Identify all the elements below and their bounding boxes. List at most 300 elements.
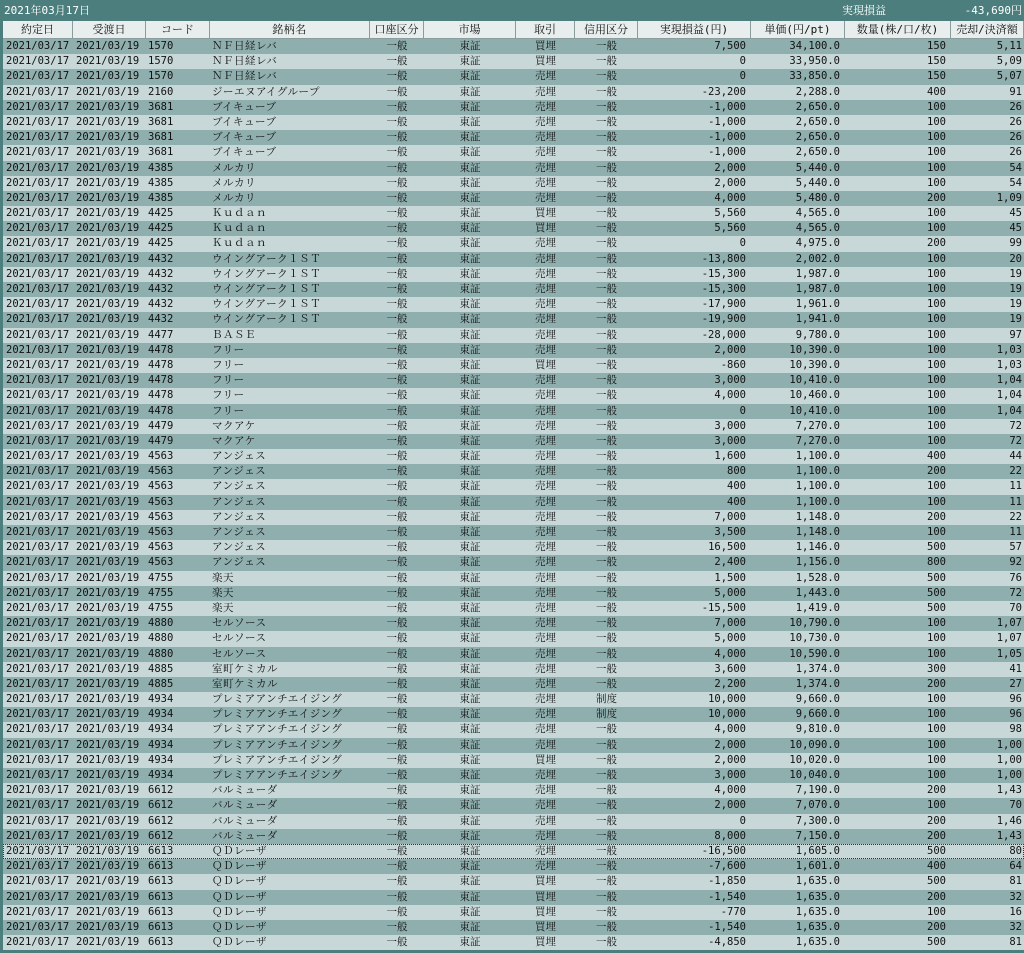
col-settle-date[interactable]: 受渡日 (73, 21, 146, 38)
cell-account: 一般 (386, 465, 408, 478)
cell-account: 一般 (386, 70, 408, 83)
table-row[interactable] (3, 814, 1024, 829)
cell-trade-date: 2021/03/17 (6, 176, 70, 189)
table-row[interactable] (3, 722, 1024, 737)
cell-amount: 19 (1009, 313, 1022, 326)
cell-market: 東証 (459, 404, 481, 417)
table-row[interactable] (3, 601, 1024, 616)
cell-trade-date: 2021/03/17 (6, 875, 70, 888)
cell-quantity: 100 (927, 632, 946, 645)
cell-code: 4478 (148, 343, 174, 356)
cell-trade-date: 2021/03/17 (6, 920, 70, 933)
cell-unit-price: 1,100.0 (795, 465, 840, 478)
table-row[interactable] (3, 525, 1024, 540)
table-row[interactable] (3, 495, 1024, 510)
table-row[interactable] (3, 479, 1024, 494)
cell-code: 4880 (148, 647, 174, 660)
table-row[interactable] (3, 282, 1024, 297)
cell-margin-type: 一般 (596, 920, 617, 933)
cell-trade-date: 2021/03/17 (6, 617, 70, 630)
cell-margin-type: 一般 (596, 115, 617, 128)
cell-trade-type: 売埋 (535, 829, 556, 842)
cell-name: 室町ケミカル (212, 662, 278, 675)
cell-settle-date: 2021/03/19 (76, 556, 140, 569)
cell-realized-pl: 400 (727, 495, 746, 508)
table-row[interactable] (3, 783, 1024, 798)
cell-name: プレミアアンチエイジング (212, 693, 343, 706)
table-row[interactable] (3, 236, 1024, 251)
cell-realized-pl: -19,900 (701, 313, 746, 326)
table-row[interactable] (3, 692, 1024, 707)
cell-settle-date: 2021/03/19 (76, 191, 140, 204)
cell-name: ＱＤレーザ (212, 905, 267, 918)
cell-unit-price: 1,100.0 (795, 450, 840, 463)
table-row[interactable] (3, 555, 1024, 570)
cell-margin-type: 一般 (596, 875, 617, 888)
cell-name: ウイングアーク１ＳＴ (212, 283, 322, 295)
col-code[interactable]: コード (146, 21, 210, 38)
cell-code: 4385 (148, 176, 174, 189)
cell-quantity: 100 (927, 723, 946, 736)
cell-name: セルソース (212, 647, 267, 660)
col-trade-date[interactable]: 約定日 (3, 21, 73, 38)
cell-amount: 5,07 (996, 70, 1022, 83)
cell-amount: 5,11 (996, 40, 1022, 52)
cell-unit-price: 4,565.0 (795, 207, 840, 220)
cell-realized-pl: 2,000 (714, 176, 746, 189)
cell-trade-type: 売埋 (535, 647, 556, 660)
table-row[interactable] (3, 312, 1024, 327)
cell-unit-price: 1,635.0 (795, 905, 840, 918)
table-row[interactable] (3, 297, 1024, 312)
cell-account: 一般 (386, 814, 408, 827)
cell-margin-type: 一般 (596, 769, 617, 781)
cell-trade-type: 売埋 (535, 784, 556, 797)
cell-margin-type: 一般 (596, 601, 617, 614)
cell-trade-date: 2021/03/17 (6, 647, 70, 660)
table-row[interactable] (3, 677, 1024, 692)
table-row[interactable] (3, 343, 1024, 358)
cell-quantity: 100 (927, 207, 946, 220)
cell-account: 一般 (386, 328, 408, 341)
cell-code: 4478 (148, 374, 174, 387)
cell-market: 東証 (459, 298, 481, 311)
cell-unit-price: 1,148.0 (795, 510, 840, 523)
cell-name: マクアケ (212, 434, 256, 447)
cell-name: アンジェス (212, 450, 267, 463)
cell-market: 東証 (459, 510, 481, 523)
table-row[interactable] (3, 404, 1024, 419)
cell-amount: 11 (1009, 480, 1022, 493)
table-row[interactable] (3, 191, 1024, 206)
cell-market: 東証 (459, 905, 481, 918)
cell-trade-type: 売埋 (535, 586, 556, 599)
cell-quantity: 100 (927, 374, 946, 387)
cell-market: 東証 (459, 252, 481, 265)
cell-realized-pl: 400 (727, 480, 746, 493)
cell-trade-type: 売埋 (535, 237, 556, 250)
cell-trade-date: 2021/03/17 (6, 222, 70, 235)
col-quantity[interactable]: 数量(株/口/枚) (845, 21, 951, 38)
table-row[interactable] (3, 753, 1024, 768)
table-row[interactable] (3, 647, 1024, 662)
cell-margin-type: 一般 (596, 100, 617, 113)
cell-margin-type: 制度 (596, 708, 617, 721)
cell-code: 4425 (148, 207, 174, 220)
cell-code: 4432 (148, 298, 174, 311)
cell-code: 4755 (148, 586, 174, 599)
cell-unit-price: 2,650.0 (795, 115, 840, 128)
table-row[interactable] (3, 890, 1024, 905)
cell-code: 1570 (148, 55, 174, 68)
table-row[interactable] (3, 738, 1024, 753)
cell-realized-pl: 5,560 (714, 222, 746, 235)
cell-name: ブイキューブ (212, 100, 277, 113)
cell-trade-date: 2021/03/17 (6, 510, 70, 523)
table-row[interactable] (3, 707, 1024, 722)
cell-code: 3681 (148, 115, 174, 128)
col-name[interactable]: 銘柄名 (210, 21, 370, 38)
cell-market: 東証 (459, 920, 481, 933)
cell-quantity: 100 (927, 708, 946, 721)
cell-trade-date: 2021/03/17 (6, 374, 70, 387)
cell-settle-date: 2021/03/19 (76, 450, 140, 463)
cell-name: アンジェス (212, 495, 267, 508)
table-row[interactable] (3, 874, 1024, 889)
cell-market: 東証 (459, 829, 481, 842)
cell-trade-type: 売埋 (535, 708, 556, 721)
cell-account: 一般 (386, 374, 408, 387)
table-row[interactable] (3, 358, 1024, 373)
cell-amount: 54 (1009, 176, 1022, 189)
cell-trade-type: 売埋 (535, 723, 556, 736)
cell-name: フリー (212, 374, 245, 387)
cell-unit-price: 7,150.0 (795, 829, 840, 842)
cell-amount: 1,07 (996, 617, 1022, 630)
cell-name: Ｋｕｄａｎ (212, 237, 267, 250)
cell-quantity: 100 (927, 313, 946, 326)
cell-trade-type: 売埋 (535, 70, 556, 83)
cell-amount: 1,46 (996, 814, 1022, 827)
table-body (3, 39, 1024, 950)
cell-margin-type: 一般 (596, 495, 617, 508)
cell-trade-date: 2021/03/17 (6, 890, 70, 903)
table-row[interactable] (3, 540, 1024, 555)
table-row[interactable] (3, 662, 1024, 677)
cell-trade-type: 売埋 (535, 571, 556, 584)
cell-amount: 72 (1009, 419, 1022, 432)
cell-realized-pl: -15,300 (701, 267, 746, 280)
cell-realized-pl: 3,000 (714, 419, 746, 432)
cell-trade-type: 売埋 (535, 662, 556, 675)
cell-account: 一般 (386, 799, 408, 812)
table-row[interactable] (3, 935, 1024, 950)
cell-amount: 92 (1009, 556, 1022, 569)
cell-trade-type: 売埋 (535, 115, 556, 128)
table-row[interactable] (3, 176, 1024, 191)
cell-quantity: 100 (927, 799, 946, 812)
cell-amount: 16 (1009, 905, 1022, 918)
cell-name: ＮＦ日経レバ (212, 40, 278, 52)
table-row[interactable] (3, 434, 1024, 449)
cell-quantity: 100 (927, 176, 946, 189)
cell-realized-pl: -7,600 (708, 860, 746, 873)
table-row[interactable] (3, 161, 1024, 176)
cell-code: 4934 (148, 723, 174, 736)
cell-margin-type: 一般 (596, 753, 617, 766)
cell-margin-type: 一般 (596, 207, 617, 220)
cell-settle-date: 2021/03/19 (76, 875, 140, 888)
table-row[interactable] (3, 844, 1024, 859)
cell-margin-type: 一般 (596, 313, 617, 326)
cell-realized-pl: 2,000 (714, 161, 746, 174)
cell-quantity: 100 (927, 647, 946, 660)
cell-code: 3681 (148, 131, 174, 144)
cell-margin-type: 一般 (596, 237, 617, 250)
cell-realized-pl: -1,000 (708, 115, 746, 128)
cell-margin-type: 一般 (596, 283, 617, 295)
table-row[interactable] (3, 419, 1024, 434)
cell-trade-type: 売埋 (535, 799, 556, 812)
cell-code: 4425 (148, 222, 174, 235)
cell-trade-date: 2021/03/17 (6, 526, 70, 538)
cell-margin-type: 一般 (596, 267, 617, 280)
cell-trade-type: 売埋 (535, 313, 556, 326)
cell-unit-price: 10,090.0 (789, 738, 840, 751)
cell-name: ＱＤレーザ (212, 860, 267, 873)
cell-settle-date: 2021/03/19 (76, 814, 140, 827)
table-row[interactable] (3, 631, 1024, 646)
cell-quantity: 100 (927, 100, 946, 113)
cell-trade-date: 2021/03/17 (6, 267, 70, 280)
cell-code: 4385 (148, 191, 174, 204)
cell-amount: 26 (1009, 131, 1022, 144)
cell-realized-pl: -4,850 (708, 936, 746, 949)
cell-name: ブイキューブ (212, 131, 277, 144)
cell-code: 4478 (148, 404, 174, 417)
cell-settle-date: 2021/03/19 (76, 677, 140, 690)
cell-market: 東証 (459, 723, 481, 736)
cell-quantity: 100 (927, 769, 946, 781)
cell-code: 6612 (148, 814, 174, 827)
table-row[interactable] (3, 388, 1024, 403)
table-row[interactable] (3, 616, 1024, 631)
table-row[interactable] (3, 768, 1024, 783)
cell-margin-type: 一般 (596, 723, 617, 736)
table-row[interactable] (3, 510, 1024, 525)
cell-trade-date: 2021/03/17 (6, 769, 70, 781)
cell-trade-date: 2021/03/17 (6, 662, 70, 675)
cell-name: アンジェス (212, 556, 267, 569)
col-unit-price[interactable]: 単価(円/pt) (751, 21, 845, 38)
cell-settle-date: 2021/03/19 (76, 586, 140, 599)
cell-trade-date: 2021/03/17 (6, 131, 70, 144)
cell-trade-type: 売埋 (535, 677, 556, 690)
cell-margin-type: 一般 (596, 905, 617, 918)
table-row[interactable] (3, 905, 1024, 920)
cell-trade-type: 売埋 (535, 526, 556, 538)
cell-trade-date: 2021/03/17 (6, 905, 70, 918)
col-market[interactable]: 市場 (424, 21, 516, 38)
cell-quantity: 200 (927, 237, 946, 250)
cell-market: 東証 (459, 70, 481, 83)
cell-market: 東証 (459, 434, 481, 447)
cell-market: 東証 (459, 890, 481, 903)
cell-trade-date: 2021/03/17 (6, 465, 70, 478)
cell-quantity: 200 (927, 829, 946, 842)
cell-realized-pl: -16,500 (701, 844, 746, 857)
cell-name: バルミューダ (212, 814, 278, 827)
cell-margin-type: 一般 (596, 556, 617, 569)
cell-margin-type: 一般 (596, 40, 617, 52)
cell-amount: 1,00 (996, 738, 1022, 751)
cell-margin-type: 一般 (596, 389, 617, 402)
col-margin-type[interactable]: 信用区分 (575, 21, 638, 38)
cell-quantity: 400 (927, 860, 946, 873)
cell-unit-price: 10,590.0 (789, 647, 840, 660)
cell-trade-type: 売埋 (535, 267, 556, 280)
cell-account: 一般 (386, 875, 408, 888)
table-row[interactable] (3, 449, 1024, 464)
cell-settle-date: 2021/03/19 (76, 510, 140, 523)
cell-quantity: 500 (927, 844, 946, 857)
table-row[interactable] (3, 798, 1024, 813)
table-row[interactable] (3, 829, 1024, 844)
cell-settle-date: 2021/03/19 (76, 526, 140, 538)
cell-name: フリー (212, 343, 245, 356)
table-row[interactable] (3, 69, 1024, 84)
cell-quantity: 200 (927, 920, 946, 933)
cell-settle-date: 2021/03/19 (76, 404, 140, 417)
table-row[interactable] (3, 328, 1024, 343)
cell-name: プレミアアンチエイジング (212, 738, 343, 751)
cell-amount: 11 (1009, 526, 1022, 538)
cell-market: 東証 (459, 769, 481, 781)
cell-settle-date: 2021/03/19 (76, 146, 140, 159)
cell-market: 東証 (459, 738, 481, 751)
table-row[interactable] (3, 85, 1024, 100)
cell-trade-type: 売埋 (535, 510, 556, 523)
cell-name: プレミアアンチエイジング (212, 769, 343, 781)
cell-margin-type: 一般 (596, 131, 617, 144)
table-row[interactable] (3, 115, 1024, 130)
cell-trade-date: 2021/03/17 (6, 480, 70, 493)
table-row[interactable] (3, 373, 1024, 388)
table-row[interactable] (3, 221, 1024, 236)
cell-market: 東証 (459, 556, 481, 569)
cell-unit-price: 7,270.0 (795, 419, 840, 432)
cell-code: 6613 (148, 936, 174, 949)
table-row[interactable] (3, 39, 1024, 54)
table-row[interactable] (3, 130, 1024, 145)
cell-margin-type: 一般 (596, 358, 617, 371)
cell-margin-type: 一般 (596, 70, 617, 83)
table-row[interactable] (3, 920, 1024, 935)
cell-code: 6613 (148, 844, 174, 857)
cell-amount: 1,09 (996, 191, 1022, 204)
cell-amount: 72 (1009, 434, 1022, 447)
table-row[interactable] (3, 859, 1024, 874)
table-row[interactable] (3, 54, 1024, 69)
cell-account: 一般 (386, 769, 408, 781)
cell-trade-type: 売埋 (535, 495, 556, 508)
cell-quantity: 200 (927, 510, 946, 523)
table-row[interactable] (3, 267, 1024, 282)
cell-name: ＮＦ日経レバ (212, 55, 278, 68)
cell-amount: 76 (1009, 571, 1022, 584)
col-amount[interactable]: 売却/決済額 (951, 21, 1024, 38)
cell-market: 東証 (459, 85, 481, 98)
cell-settle-date: 2021/03/19 (76, 799, 140, 812)
cell-code: 4934 (148, 738, 174, 751)
cell-margin-type: 一般 (596, 890, 617, 903)
cell-trade-date: 2021/03/17 (6, 753, 70, 766)
col-trade-type[interactable]: 取引 (516, 21, 575, 38)
cell-market: 東証 (459, 860, 481, 873)
table-row[interactable] (3, 100, 1024, 115)
cell-trade-type: 売埋 (535, 131, 556, 144)
cell-unit-price: 5,480.0 (795, 191, 840, 204)
table-row[interactable] (3, 145, 1024, 160)
cell-margin-type: 一般 (596, 298, 617, 311)
table-row[interactable] (3, 252, 1024, 267)
cell-account: 一般 (386, 85, 408, 98)
cell-margin-type: 一般 (596, 784, 617, 797)
cell-settle-date: 2021/03/19 (76, 723, 140, 736)
cell-realized-pl: 8,000 (714, 829, 746, 842)
cell-unit-price: 1,987.0 (795, 283, 840, 295)
cell-unit-price: 34,100.0 (789, 40, 840, 52)
cell-code: 4477 (148, 328, 174, 341)
cell-account: 一般 (386, 495, 408, 508)
cell-unit-price: 10,460.0 (789, 389, 840, 402)
trade-table (3, 21, 1024, 950)
cell-account: 一般 (386, 738, 408, 751)
cell-settle-date: 2021/03/19 (76, 860, 140, 873)
cell-realized-pl: -23,200 (701, 85, 746, 98)
table-row[interactable] (3, 464, 1024, 479)
cell-quantity: 500 (927, 875, 946, 888)
cell-settle-date: 2021/03/19 (76, 389, 140, 402)
cell-trade-type: 売埋 (535, 161, 556, 174)
cell-account: 一般 (386, 358, 408, 371)
col-account[interactable]: 口座区分 (370, 21, 424, 38)
cell-account: 一般 (386, 389, 408, 402)
cell-trade-date: 2021/03/17 (6, 283, 70, 295)
cell-code: 6612 (148, 829, 174, 842)
cell-unit-price: 1,443.0 (795, 586, 840, 599)
table-row[interactable] (3, 571, 1024, 586)
table-row[interactable] (3, 206, 1024, 221)
table-row[interactable] (3, 586, 1024, 601)
cell-amount: 19 (1009, 283, 1022, 295)
cell-name: 楽天 (212, 571, 234, 584)
col-realized-pl[interactable]: 実現損益(円) (638, 21, 751, 38)
cell-market: 東証 (459, 617, 481, 630)
cell-trade-type: 売埋 (535, 632, 556, 645)
cell-margin-type: 一般 (596, 343, 617, 356)
cell-settle-date: 2021/03/19 (76, 343, 140, 356)
cell-margin-type: 一般 (596, 176, 617, 189)
cell-market: 東証 (459, 40, 481, 52)
cell-settle-date: 2021/03/19 (76, 617, 140, 630)
cell-settle-date: 2021/03/19 (76, 419, 140, 432)
cell-name: ウイングアーク１ＳＴ (212, 313, 322, 326)
cell-realized-pl: 3,600 (714, 662, 746, 675)
cell-settle-date: 2021/03/19 (76, 131, 140, 144)
cell-realized-pl: 0 (739, 55, 746, 68)
cell-trade-date: 2021/03/17 (6, 556, 70, 569)
